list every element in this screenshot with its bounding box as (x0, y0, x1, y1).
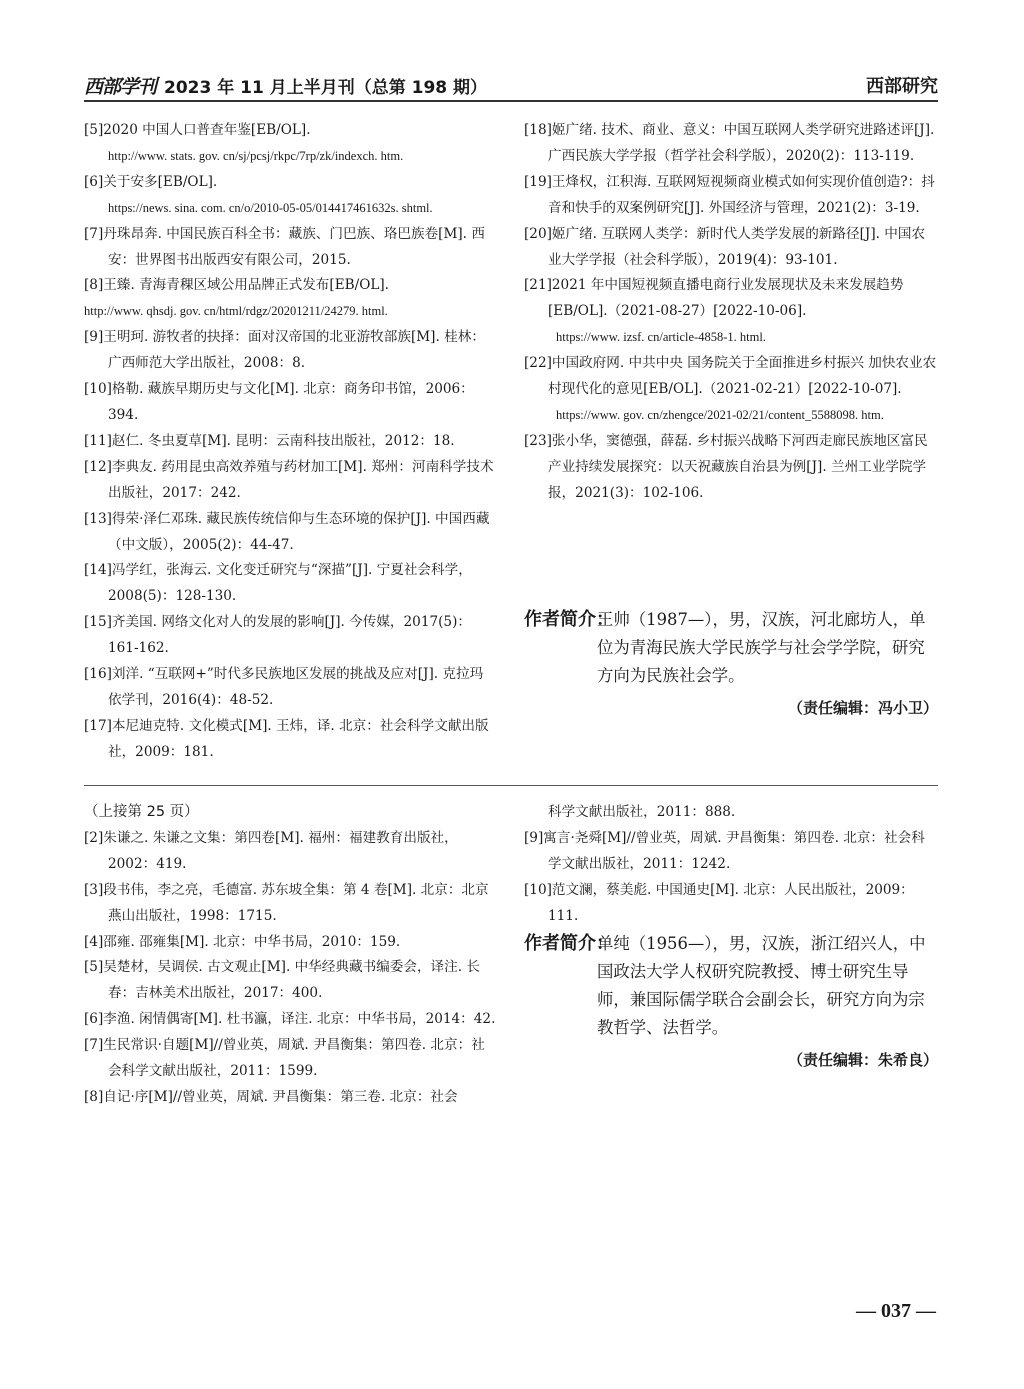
journal-logo: 西部学刊 (84, 76, 157, 98)
reference-item: [22]中国政府网. 中共中央 国务院关于全面推进乡村振兴 加快农业农村现代化的意见[EB/OL].（2021-02-21）[2022-10-07]. (524, 355, 937, 398)
reference-url: http://www. stats. gov. cn/sj/pcsj/rkpc/7rp/zk/indexch. htm. (108, 148, 404, 163)
reference-item: [13]得荣·泽仁邓珠. 藏民族传统信仰与生态环境的保护[J]. 中国西藏（中文版），2005(2)：44-47. (84, 510, 490, 553)
reference-url: https://news. sina. com. cn/o/2010-05-05/014417461632s. shtml. (108, 200, 433, 215)
reference-item: [17]本尼迪克特. 文化模式[M]. 王炜，译. 北京：社会科学文献出版社，2009：181. (84, 717, 489, 760)
reference-item: [9]寓言·尧舜[M]//曾业英，周斌. 尹昌衡集：第四卷. 北京：社会科学文献出版社，2011：1242. (524, 829, 925, 872)
author-label: 作者简介： (524, 609, 614, 630)
reference-item: [23]张小华，窦德强，薛磊. 乡村振兴战略下河西走廊民族地区富民产业持续发展探究：以天祝藏族自治县为例[J]. 兰州工业学院学报，2021(3)：102-106. (524, 432, 928, 501)
reference-item: [7]生民常识·自题[M]//曾业英，周斌. 尹昌衡集：第四卷. 北京：社会科学文献出版社，2011：1599. (84, 1037, 485, 1080)
reference-item: 科学文献出版社，2011：888. (548, 804, 736, 820)
reference-url: https://www. izsf. cn/article-4858-1. html. (556, 330, 766, 345)
reference-item: [12]李典友. 药用昆虫高效养殖与药材加工[M]. 郑州：河南科学技术出版社，2017：242. (84, 458, 494, 501)
reference-item: [2]朱谦之. 朱谦之文集：第四卷[M]. 福州：福建教育出版社，2002：419. (84, 829, 458, 872)
reference-item: [7]丹珠昂奔. 中国民族百科全书：藏族、门巴族、珞巴族卷[M]. 西安：世界图书出版西安有限公司，2015. (84, 225, 485, 268)
reference-item: [15]齐美国. 网络文化对人的发展的影响[J]. 今传媒，2017(5)：161-162. (84, 614, 471, 657)
issue-info: 2023 年 11 月上半月刊（总第 198 期） (164, 78, 488, 98)
reference-item: [5]吴楚材，吴调侯. 古文观止[M]. 中华经典藏书编委会，译注. 长春：吉林美术出版社，2017：400. (84, 959, 480, 1002)
author-text: 单纯（1956—），男，汉族，浙江绍兴人，中国政法大学人权研究院教授、博士研究生导师，兼国际儒学联合会副会长，研究方向为宗教哲学、法哲学。 (597, 934, 926, 1037)
author-label: 作者简介： (524, 933, 614, 954)
editor-note: （责任编辑：冯小卫） (787, 699, 938, 717)
reference-url: https://www. gov. cn/zhengce/2021-02/21/content_5588098. htm. (556, 407, 884, 422)
references-top-right (524, 118, 938, 507)
author-text: 王帅（1987—），男，汉族，河北廊坊人，单位为青海民族大学民族学与社会学学院，研究方向为民族社会学。 (597, 610, 926, 685)
reference-item: [6]李渔. 闲情偶寄[M]. 杜书瀛，译注. 北京：中华书局，2014：42. (84, 1011, 496, 1028)
reference-item: [8]自记·序[M]//曾业英，周斌. 尹昌衡集：第三卷. 北京：社会 (84, 1088, 458, 1105)
references-bottom-right (524, 800, 938, 930)
page-header (84, 66, 938, 102)
reference-item: [21]2021 年中国短视频直播电商行业发展现状及未来发展趋势[EB/OL].（2021-08-27）[2022-10-06]. (524, 277, 904, 320)
continued-note: （上接第 25 页） (84, 804, 199, 820)
references-top-left (84, 118, 496, 766)
section-divider (84, 785, 938, 786)
references-bottom-left (84, 800, 496, 1111)
reference-item: [19]王烽权，江积海. 互联网短视频商业模式如何实现价值创造?：抖音和快手的双案例研究[J]. 外国经济与管理，2021(2)：3-19. (524, 173, 935, 216)
section-title: 西部研究 (866, 76, 938, 97)
reference-item: [8]王臻. 青海青稞区域公用品牌正式发布[EB/OL]. (84, 277, 389, 294)
reference-item: [16]刘洋. “互联网+”时代多民族地区发展的挑战及应对[J]. 克拉玛依学刊，2016(4)：48-52. (84, 666, 484, 708)
reference-item: [4]邵雍. 邵雍集[M]. 北京：中华书局，2010：159. (84, 933, 401, 950)
page-number: — 037 — (856, 1300, 936, 1322)
reference-item: [14]冯学红，张海云. 文化变迁研究与“深描”[J]. 宁夏社会科学，2008(5)：128-130. (84, 562, 472, 605)
reference-item: [5]2020 中国人口普查年鉴[EB/OL]. (84, 122, 311, 138)
reference-item: [10]格勒. 藏族早期历史与文化[M]. 北京：商务印书馆，2006：394. (84, 381, 474, 423)
author-bio-2 (524, 930, 938, 1074)
reference-item: [18]姬广绪. 技术、商业、意义：中国互联网人类学研究进路述评[J]. 广西民族大学学报（哲学社会科学版），2020(2)：113-119. (524, 122, 935, 164)
reference-item: [3]段书伟，李之亮，毛德富. 苏东坡全集：第 4 卷[M]. 北京：北京燕山出版社，1998：1715. (84, 881, 489, 924)
reference-item: [11]赵仁. 冬虫夏草[M]. 昆明：云南科技出版社，2012：18. (84, 432, 455, 449)
reference-item: [6]关于安多[EB/OL]. (84, 173, 218, 190)
reference-item: [20]姬广绪. 互联网人类学：新时代人类学发展的新路径[J]. 中国农业大学学报（社会科学版），2019(4)：93-101. (524, 225, 926, 268)
reference-item: [9]王明珂. 游牧者的抉择：面对汉帝国的北亚游牧部族[M]. 桂林：广西师范大学出版社，2008：8. (84, 329, 485, 372)
editor-note: （责任编辑：朱希良） (787, 1051, 938, 1069)
author-bio-1 (524, 606, 938, 722)
reference-item: [10]范文澜，蔡美彪. 中国通史[M]. 北京：人民出版社，2009：111. (524, 881, 914, 924)
reference-url: http://www. qhsdj. gov. cn/html/rdgz/20201211/24279. html. (84, 304, 388, 319)
